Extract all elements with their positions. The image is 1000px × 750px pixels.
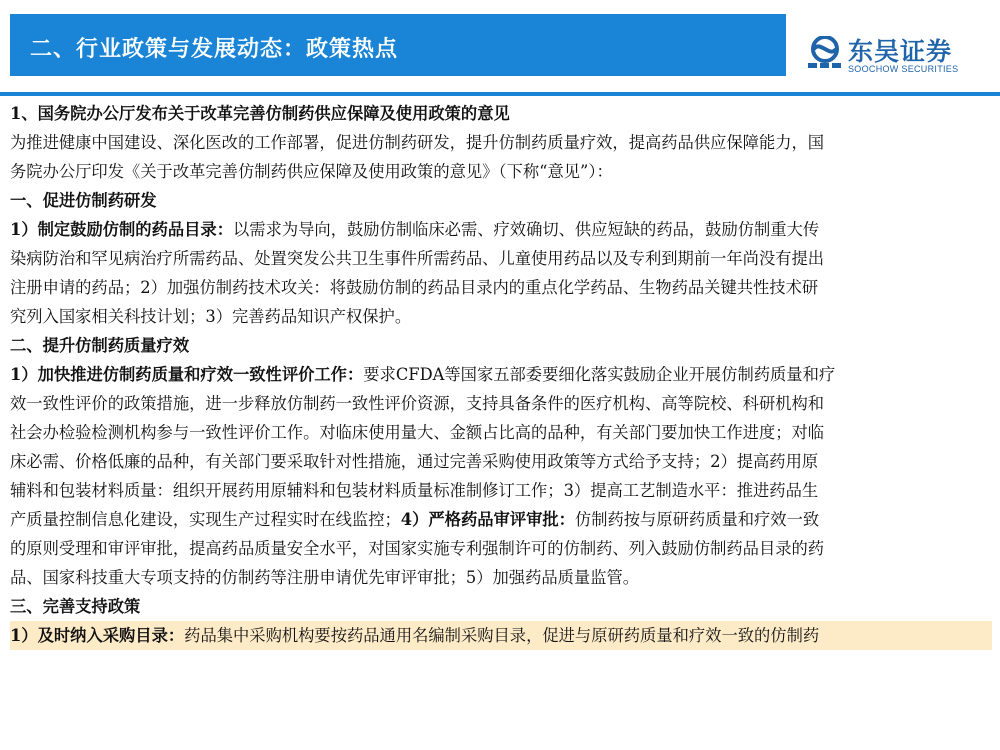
subsection-title: 三、完善支持政策 xyxy=(10,597,141,616)
paragraph-text: 以需求为导向，鼓励仿制临床必需、疗效确切、供应短缺的药品，鼓励仿制重大传 xyxy=(233,220,820,239)
subsection-title: 一、促进仿制药研发 xyxy=(10,191,157,210)
paragraph-line: 为推进健康中国建设、深化医改的工作部署，促进仿制药研发，提升仿制药质量疗效，提高药品供应保障能力，国 xyxy=(10,133,825,152)
paragraph-text: 药品集中采购机构要按药品通用名编制采购目录，促进与原研药质量和疗效一致的仿制药 xyxy=(184,626,820,645)
section-heading: 1、国务院办公厅发布关于改革完善仿制药供应保障及使用政策的意见 xyxy=(10,104,510,123)
paragraph-text: 要求CFDA等国家五部委要细化落实鼓励企业开展仿制药质量和疗 xyxy=(363,365,836,384)
paragraph-line xyxy=(10,215,992,244)
bold-lead: 4）严格药品审评审批： xyxy=(400,510,575,529)
paragraph-line: 品、国家科技重大专项支持的仿制药等注册申请优先审评审批；5）加强药品质量监管。 xyxy=(10,568,640,587)
paragraph-line: 注册申请的药品；2）加强仿制药技术攻关：将鼓励仿制的药品目录内的重点化学药品、生物药品关键共性技术研 xyxy=(10,278,819,297)
paragraph-line: 床必需、价格低廉的品种，有关部门要采取针对性措施，通过完善采购使用政策等方式给予支持；2）提高药用原 xyxy=(10,452,819,471)
bold-lead: 1）制定鼓励仿制的药品目录： xyxy=(10,220,233,239)
bold-lead: 1）及时纳入采购目录： xyxy=(10,626,185,645)
paragraph-line xyxy=(10,360,992,389)
paragraph-line: 染病防治和罕见病治疗所需药品、处置突发公共卫生事件所需药品、儿童使用药品以及专利到期前一年尚没有提出 xyxy=(10,249,825,268)
header-bar xyxy=(10,14,786,76)
paragraph-line: 务院办公厅印发《关于改革完善仿制药供应保障及使用政策的意见》（下称“意见”）： xyxy=(10,162,613,181)
highlighted-paragraph-line xyxy=(10,621,992,650)
paragraph-text: 仿制药按与原研药质量和疗效一致 xyxy=(574,510,820,529)
subsection-title: 二、提升仿制药质量疗效 xyxy=(10,336,190,355)
document-body xyxy=(10,99,992,650)
soochow-logo-icon xyxy=(808,36,842,70)
paragraph-text: 产质量控制信息化建设，实现生产过程实时在线监控； xyxy=(10,510,401,529)
paragraph-line: 辅料和包装材料质量：组织开展药用原辅料和包装材料质量标准制修订工作；3）提高工艺制造水平：推进药品生 xyxy=(10,481,819,500)
bold-lead: 1）加快推进仿制药质量和疗效一致性评价工作： xyxy=(10,365,364,384)
paragraph-line: 效一致性评价的政策措施，进一步释放仿制药一致性评价资源，支持具备条件的医疗机构、高等院校、科研机构和 xyxy=(10,394,825,413)
page-title: 二、行业政策与发展动态：政策热点 xyxy=(30,37,399,62)
company-logo xyxy=(808,34,988,84)
paragraph-line xyxy=(10,505,992,534)
logo-text-cn: 东吴证券 xyxy=(848,37,953,66)
paragraph-line: 的原则受理和审评审批，提高药品质量安全水平，对国家实施专利强制许可的仿制药、列入鼓励仿制药品目录的药 xyxy=(10,539,825,558)
header-divider xyxy=(0,92,1000,96)
paragraph-line: 究列入国家相关科技计划；3）完善药品知识产权保护。 xyxy=(10,307,412,326)
paragraph-line: 社会办检验检测机构参与一致性评价工作。对临床使用量大、金额占比高的品种，有关部门要加快工作进度；对临 xyxy=(10,423,825,442)
logo-text-en: SOOCHOW SECURITIES xyxy=(848,64,959,74)
